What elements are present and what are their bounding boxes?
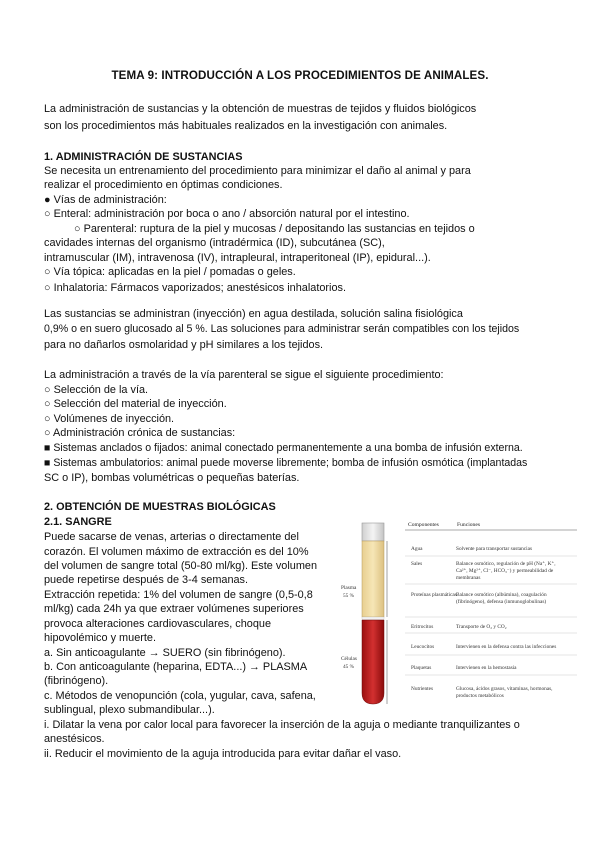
section2-line: (fibrinógeno).: [44, 675, 109, 687]
row-function: Ca²⁺, Mg²⁺, Cl⁻, HCO₃⁻) y permeabilidad de: [456, 568, 554, 574]
row-function: Solvente para transportar sustancias: [456, 546, 533, 552]
figure-row: [411, 686, 553, 699]
section1-para2-line: 0,9% o en suero glucosado al 5 %. Las soluciones para administrar serán compatibles con los tejidos: [44, 323, 520, 335]
section1-para3-line: ○ Volúmenes de inyección.: [44, 413, 175, 425]
section1-line: ● Vías de administración:: [44, 194, 167, 206]
blood-composition-figure: [335, 517, 580, 712]
section1-para3-line: ○ Selección de la vía.: [44, 384, 149, 396]
section2-line: i. Dilatar la vena por calor local para favorecer la inserción de la aguja o mediante tranquilizantes o: [44, 719, 520, 731]
section2-line: b. Con anticoagulante (heparina, EDTA...) → PLASMA: [44, 661, 308, 673]
row-function: productos metabólicos: [456, 693, 504, 699]
intro-line-1: La administración de sustancias y la obtención de muestras de tejidos y fluidos biológicos: [44, 103, 477, 115]
row-component: Leucocitos: [411, 644, 435, 650]
section1-para2-line: para no dañarlos osmolaridad y pH similares a los tejidos.: [44, 339, 324, 351]
row-component: Plaquetas: [411, 665, 432, 671]
tube-red-cells: [362, 620, 384, 704]
section1-line: ○ Parenteral: ruptura de la piel y mucosas / depositando las sustancias en tejidos o: [74, 223, 475, 235]
figure-row: [411, 643, 556, 650]
section1-line: ○ Vía tópica: aplicadas en la piel / pomadas o geles.: [44, 266, 296, 278]
section2-line: provoca alteraciones cardiovasculares, choque: [44, 618, 272, 630]
section2-line: del volumen de sangre total (50-80 ml/kg). Este volumen: [44, 560, 318, 572]
section2-line: corazón. El volumen máximo de extracción es del 10%: [44, 546, 309, 558]
cells-percent: 45 %: [343, 664, 355, 670]
figure-row: [411, 591, 547, 605]
row-component: Proteínas plasmáticas: [411, 592, 457, 598]
section1-heading: 1. ADMINISTRACIÓN DE SUSTANCIAS: [44, 151, 243, 163]
section1-para3-line: ○ Selección del material de inyección.: [44, 398, 227, 410]
row-function: Intervienen en la hemostasia: [456, 665, 517, 671]
row-function: membranas: [456, 575, 481, 581]
section1-line: ○ Enteral: administración por boca o ano / absorción natural por el intestino.: [44, 208, 410, 220]
row-function: Glucosa, ácidos grasos, vitaminas, hormonas,: [456, 686, 553, 692]
section2-line: a. Sin anticoagulante → SUERO (sin fibrinógeno).: [44, 647, 286, 659]
section1-line: ○ Inhalatoria: Fármacos vaporizados; anestésicos inhalatorios.: [44, 282, 346, 294]
section1-para3-line: ■ Sistemas ambulatorios: animal puede moverse libremente; bomba de infusión osmótica (implantadas: [44, 457, 528, 469]
cells-label: Células: [341, 656, 357, 662]
row-function: Transporte de O₂ y CO₂: [456, 624, 507, 630]
section2-line: ml/kg) cada 24h ya que extraer volúmenes superiores: [44, 603, 304, 615]
section1-line: realizar el procedimiento en óptimas condiciones.: [44, 179, 283, 191]
section1-para3-line: ○ Administración crónica de sustancias:: [44, 427, 236, 439]
row-function: Balance osmótico (albúmina), coagulación: [456, 592, 547, 598]
section2-line: Extracción repetida: 1% del volumen de sangre (0,5-0,8: [44, 589, 313, 601]
tube-buffy-coat: [362, 617, 384, 620]
row-component: Agua: [411, 546, 423, 552]
row-function: (fibrinógeno), defensa (inmunoglobulinas): [456, 599, 547, 605]
section2-heading: 2. OBTENCIÓN DE MUESTRAS BIOLÓGICAS: [44, 501, 276, 513]
figure-row: [411, 546, 532, 552]
figure-row: [411, 560, 556, 581]
row-component: Nutrientes: [411, 686, 434, 692]
intro-line-2: son los procedimientos más habituales realizados en la investigación con animales.: [44, 120, 448, 132]
col-components-header: Componentes: [408, 522, 439, 528]
row-function: Intervienen en la defensa contra las infecciones: [456, 644, 557, 650]
section2-line: c. Métodos de venopunción (cola, yugular, cava, safena,: [44, 690, 316, 702]
blood-tube-diagram: [335, 517, 580, 712]
section2-line: sublingual, plexo submandibular...).: [44, 704, 215, 716]
section2-line: hipovolémico y muerte.: [44, 632, 156, 644]
section2-line: ii. Reducir el movimiento de la aguja introducida para evitar dañar el vaso.: [44, 748, 402, 760]
row-function: Balance osmótico, regulación de pH (Na⁺, K⁺,: [456, 561, 556, 567]
section2-subheading: 2.1. SANGRE: [44, 516, 112, 528]
section2-line: Puede sacarse de venas, arterias o directamente del: [44, 531, 299, 543]
section2-line: anestésicos.: [44, 733, 105, 745]
plasma-label: Plasma: [341, 585, 357, 591]
figure-row: [411, 624, 507, 630]
section1-para2-line: Las sustancias se administran (inyección) en agua destilada, solución salina fisiológica: [44, 308, 463, 320]
section2-line: puede repetirse después de 3-4 semanas.: [44, 574, 249, 586]
figure-row: [411, 665, 517, 671]
row-component: Eritrocitos: [411, 624, 434, 630]
row-component: Sales: [411, 561, 423, 567]
section1-line: Se necesita un entrenamiento del procedimiento para minimizar el daño al animal y para: [44, 165, 471, 177]
section1-line: cavidades internas del organismo (intradérmica (ID), subcutánea (SC),: [44, 237, 385, 249]
col-functions-header: Funciones: [457, 522, 480, 528]
section1-para3-line: ■ Sistemas anclados o fijados: animal conectado permanentemente a una bomba de infusión externa.: [44, 442, 523, 454]
section1-para3-line: SC o IP), bombas volumétricas o pequeñas baterías.: [44, 472, 300, 484]
tube-plasma: [362, 541, 384, 617]
plasma-percent: 55 %: [343, 593, 355, 599]
page-title: TEMA 9: INTRODUCCIÓN A LOS PROCEDIMIENTOS DE ANIMALES.: [111, 69, 489, 82]
section1-para3-line: La administración a través de la vía parenteral se sigue el siguiente procedimiento:: [44, 369, 444, 381]
tube-glass-top: [362, 523, 384, 541]
section1-line: intramuscular (IM), intravenosa (IV), intrapleural, intraperitoneal (IP), epidural...).: [44, 252, 431, 264]
